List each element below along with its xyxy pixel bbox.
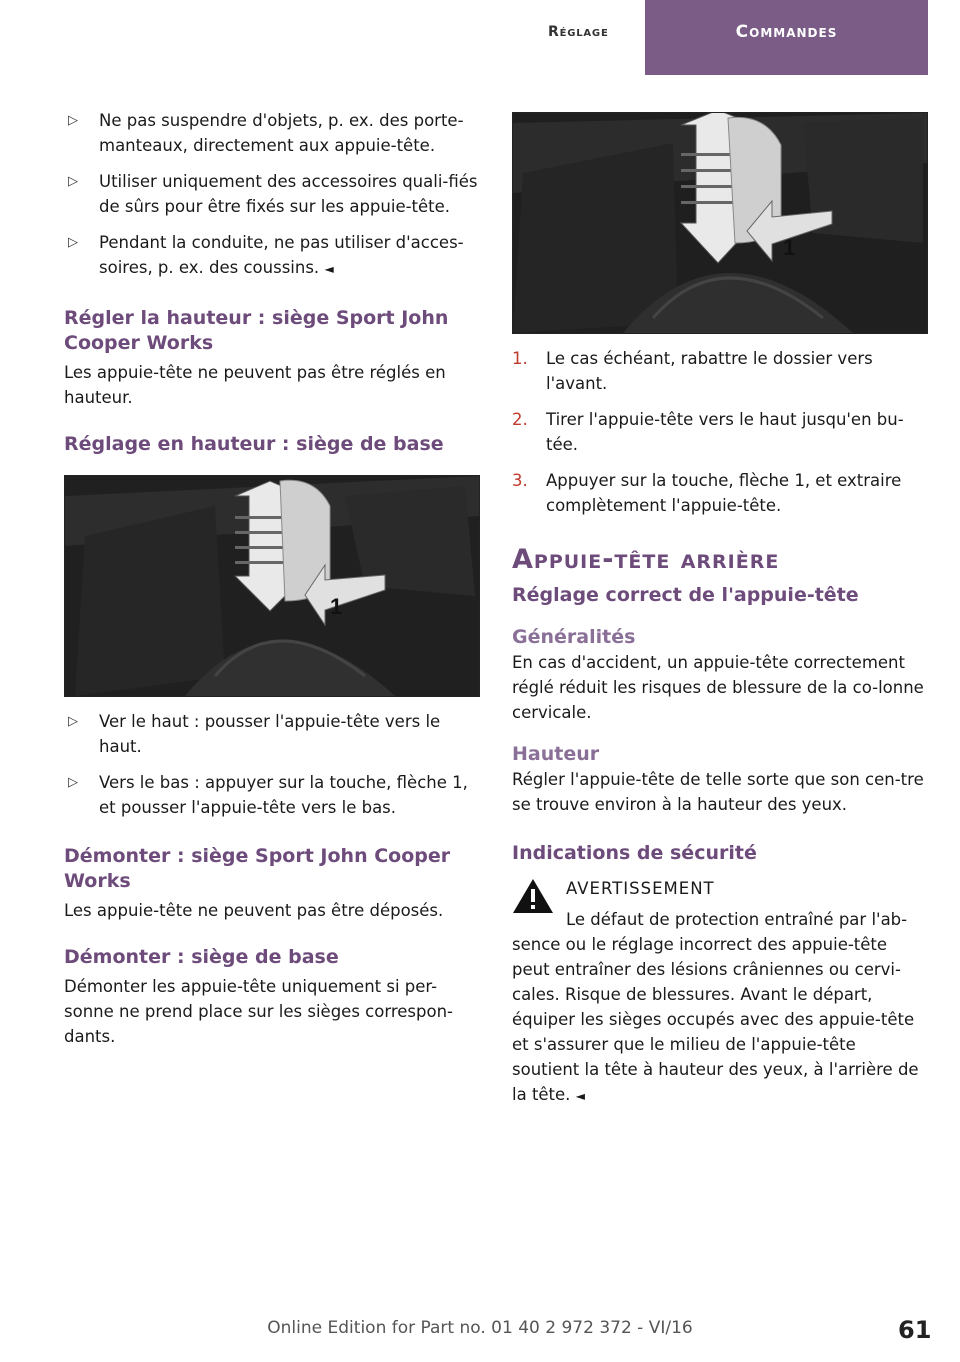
paragraph-sport-height: Les appuie-tête ne peuvent pas être réglés en hauteur. <box>64 363 446 407</box>
header-chapter-label: Commandes <box>735 22 838 42</box>
list-item: 3. Appuyer sur la touche, flèche 1, et extraire complètement l'appuie-tête. <box>512 471 902 515</box>
headrest-figure-left <box>64 475 480 697</box>
list-item: ▷ Utiliser uniquement des accessoires quali-fiés de sûrs pour être fixés sur les appuie-tête. <box>64 169 480 219</box>
list-item: ▷ Pendant la conduite, ne pas utiliser d'acces-soires, p. ex. des coussins. ◄ <box>64 230 480 282</box>
right-column <box>512 112 928 1109</box>
footer-edition: Online Edition for Part no. 01 40 2 972 372 - VI/16 <box>267 1318 693 1338</box>
heading-remove-base: Démonter : siège de base <box>64 946 339 968</box>
steps-list <box>512 346 928 518</box>
warning-block <box>512 876 928 1109</box>
heading-remove-sport: Démonter : siège Sport John Cooper Works <box>64 845 451 892</box>
warning-triangle-icon <box>512 878 554 914</box>
paragraph-general: En cas d'accident, un appuie-tête correctement réglé réduit les risques de blessure de la co-lonne cervicale. <box>512 653 924 722</box>
warning-text: Le défaut de protection entraîné par l'ab-sence ou le réglage incorrect des appuie-tête peut entraîner des lésions crâniennes ou cervi-cales. Risque de blessures. Avant le départ, équiper les sièges occupés avec des appuie-tête et s'assurer que le milieu de l'appuie-tête soutient la tête à hauteur des yeux, à l'arrière de la tête. ◄ <box>512 910 919 1104</box>
heading-safety: Indications de sécurité <box>512 842 757 864</box>
bullet-icon: ▷ <box>68 775 78 790</box>
list-item: ▷ Ne pas suspendre d'objets, p. ex. des porte-manteaux, directement aux appuie-tête. <box>64 108 480 158</box>
bullet-list-mid <box>64 709 480 820</box>
end-mark-icon: ◄ <box>324 262 334 276</box>
section-title-rear-headrest: Appuie-tête arrière <box>512 544 780 575</box>
bullet-icon: ▷ <box>68 235 78 250</box>
header-section <box>520 0 642 75</box>
header-section-label: Réglage <box>548 24 609 40</box>
bullet-list-top <box>64 108 480 282</box>
end-mark-icon: ◄ <box>575 1089 585 1103</box>
heading-general: Généralités <box>512 626 636 648</box>
bullet-icon: ▷ <box>68 714 78 729</box>
list-item: 1. Le cas échéant, rabattre le dossier vers l'avant. <box>512 349 873 393</box>
warning-title: AVERTISSEMENT <box>566 879 715 898</box>
figure-label-1: 1 <box>330 594 343 619</box>
bullet-icon: ▷ <box>68 113 78 128</box>
heading-sport-height: Régler la hauteur : siège Sport John Cooper Works <box>64 307 449 354</box>
list-item: ▷ Vers le bas : appuyer sur la touche, flèche 1, et pousser l'appuie-tête vers le bas. <box>64 770 480 820</box>
header-chapter-tab <box>645 0 928 75</box>
heading-height: Hauteur <box>512 743 600 765</box>
paragraph-remove-base: Démonter les appuie-tête uniquement si per-sonne ne prend place sur les sièges correspon-dants. <box>64 977 453 1046</box>
paragraph-remove-sport: Les appuie-tête ne peuvent pas être déposés. <box>64 901 444 920</box>
paragraph-height: Régler l'appuie-tête de telle sorte que son cen-tre se trouve environ à la hauteur des yeux. <box>512 770 924 814</box>
list-item: ▷ Ver le haut : pousser l'appuie-tête vers le haut. <box>64 709 480 759</box>
headrest-figure-right <box>512 112 928 334</box>
figure-label-1: 1 <box>783 235 796 260</box>
bullet-icon: ▷ <box>68 174 78 189</box>
heading-base-height: Réglage en hauteur : siège de base <box>64 433 444 455</box>
page-number: 61 <box>898 1316 932 1344</box>
list-item: 2. Tirer l'appuie-tête vers le haut jusqu'en bu-tée. <box>512 410 904 454</box>
left-column <box>64 100 480 1049</box>
heading-correct-adjustment: Réglage correct de l'appuie-tête <box>512 584 859 606</box>
